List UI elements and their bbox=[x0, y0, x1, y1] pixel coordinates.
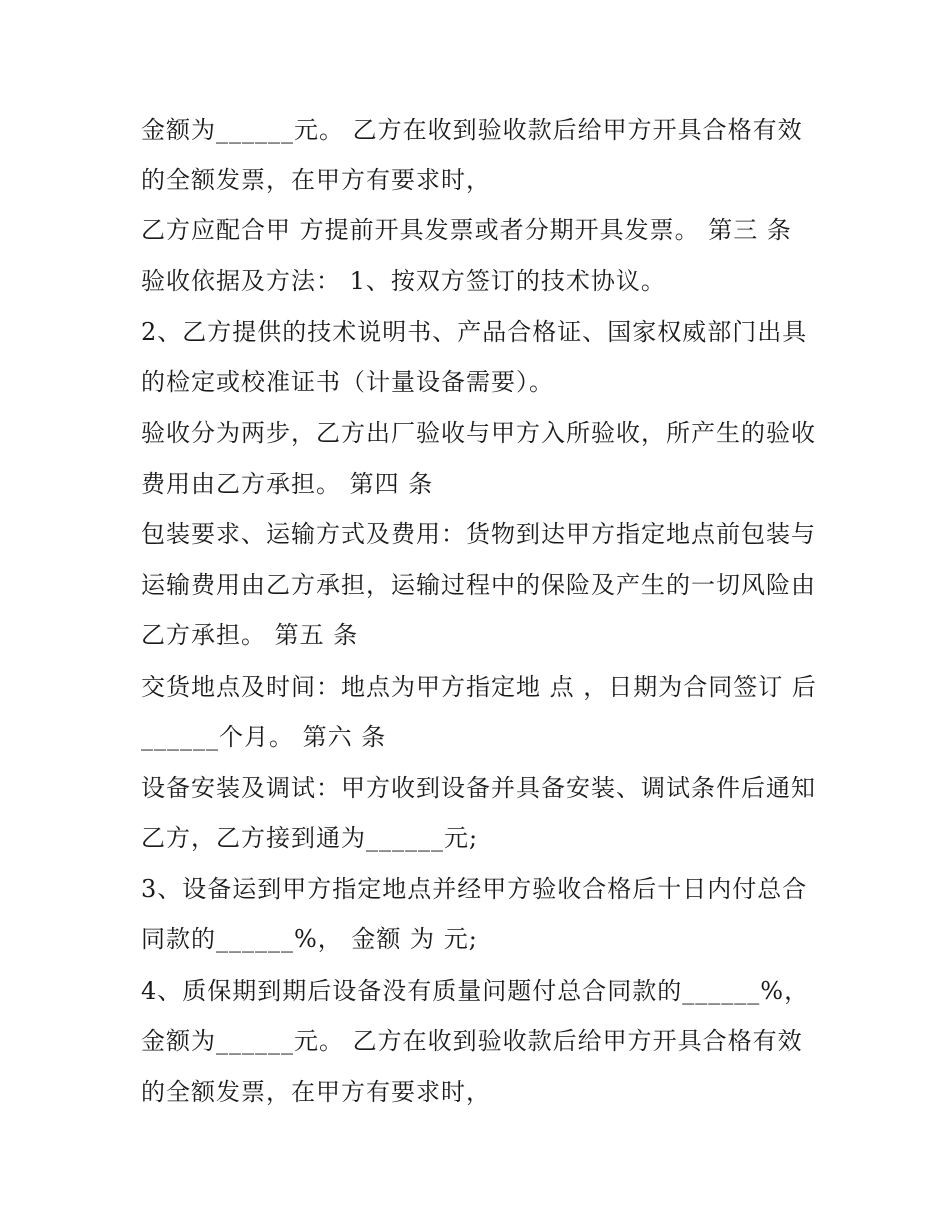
text-line-7: 验收分为两步，乙方出厂验收与甲方入所验收，所产生的验收 bbox=[141, 419, 816, 447]
text-line-8: 费用由乙方承担。 第四 条 bbox=[141, 470, 434, 498]
text-line-15: 乙方，乙方接到通为______元; bbox=[141, 824, 479, 852]
text-line-6: 的检定或校准证书（计量设备需要）。 bbox=[141, 368, 554, 396]
text-line-12: 交货地点及时间：地点为甲方指定地 点 ，日期为合同签订 后 bbox=[141, 673, 817, 701]
text-line-3: 乙方应配合甲 方提前开具发票或者分期开具发票。 第三 条 bbox=[141, 216, 792, 244]
text-line-19: 金额为______元。 乙方在收到验收款后给甲方开具合格有效 bbox=[141, 1027, 803, 1055]
text-line-11: 乙方承担。 第五 条 bbox=[141, 621, 359, 649]
text-line-13: ______个月。 第六 条 bbox=[141, 723, 387, 751]
text-line-14: 设备安装及调试：甲方收到设备并具备安装、调试条件后通知 bbox=[141, 774, 816, 802]
text-line-17: 同款的______%， 金额 为 元; bbox=[141, 925, 478, 953]
text-line-16: 3、设备运到甲方指定地点并经甲方验收合格后十日内付总合 bbox=[141, 875, 808, 903]
text-line-2: 的全额发票，在甲方有要求时， bbox=[141, 166, 491, 194]
text-line-1: 金额为______元。 乙方在收到验收款后给甲方开具合格有效 bbox=[141, 116, 803, 144]
text-line-20: 的全额发票，在甲方有要求时， bbox=[141, 1078, 491, 1106]
text-line-9: 包装要求、运输方式及费用：货物到达甲方指定地点前包装与 bbox=[141, 520, 816, 548]
text-line-5: 2、乙方提供的技术说明书、产品合格证、国家权威部门出具 bbox=[141, 318, 808, 346]
text-line-10: 运输费用由乙方承担，运输过程中的保险及产生的一切风险由 bbox=[141, 571, 816, 599]
text-line-18: 4、质保期到期后设备没有质量问题付总合同款的______%， bbox=[141, 977, 810, 1005]
text-line-4: 验收依据及方法： 1、按双方签订的技术协议。 bbox=[141, 267, 666, 295]
